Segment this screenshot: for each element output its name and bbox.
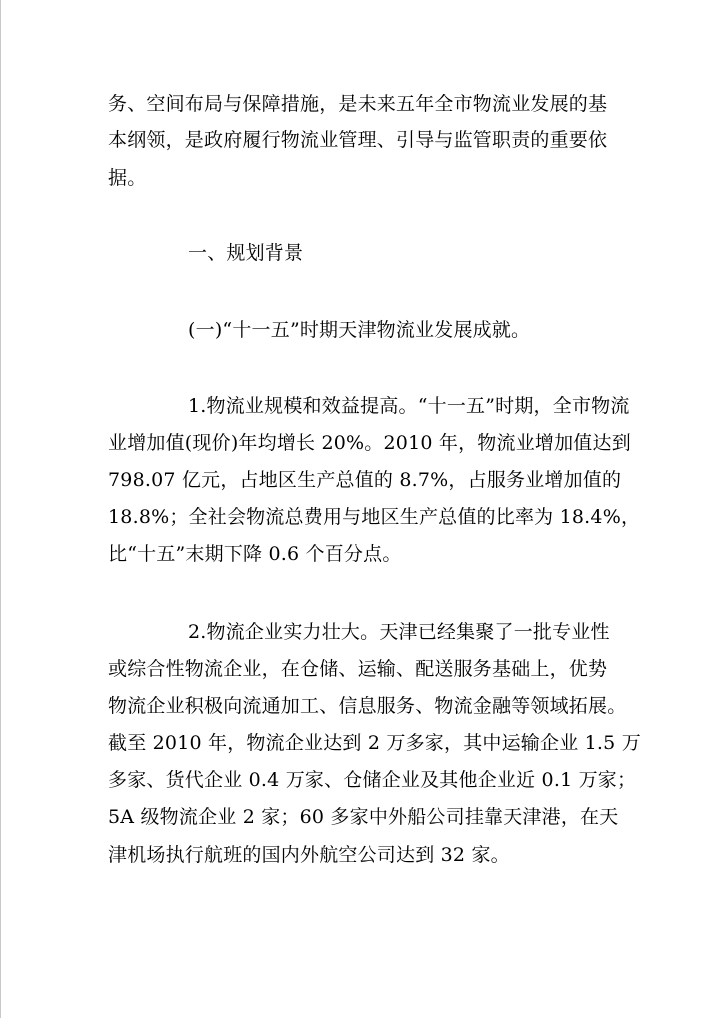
paragraph-1-line-5: 比“十五”末期下降 0.6 个百分点。 [108, 543, 402, 565]
intro-line-2: 本纲领，是政府履行物流业管理、引导与监管职责的重要依 [108, 129, 608, 151]
paragraph-2-line-5: 多家、货代企业 0.4 万家、仓储企业及其他企业近 0.1 万家； [108, 769, 637, 791]
paragraph-1-line-2: 业增加值(现价)年均增长 20%。2010 年，物流业增加值达到 [108, 432, 631, 454]
paragraph-2-line-2: 或综合性物流企业，在仓储、运输、配送服务基础上，优势 [108, 658, 608, 680]
paragraph-2-line-4: 截至 2010 年，物流企业达到 2 万多家，其中运输企业 1.5 万 [108, 732, 641, 754]
intro-line-3: 据。 [108, 167, 147, 189]
page-left-edge [0, 0, 1, 1018]
paragraph-1-line-1: 1.物流业规模和效益提高。“十一五”时期，全市物流 [188, 395, 630, 417]
intro-line-1: 务、空间布局与保障措施，是未来五年全市物流业发展的基 [108, 93, 608, 115]
paragraph-2-line-7: 津机场执行航班的国内外航空公司达到 32 家。 [108, 844, 510, 866]
paragraph-1-line-4: 18.8%；全社会物流总费用与地区生产总值的比率为 18.4%， [108, 506, 641, 528]
section-heading: 一、规划背景 [188, 242, 304, 264]
paragraph-2-line-3: 物流企业积极向流通加工、信息服务、物流金融等领域拓展。 [108, 695, 627, 717]
paragraph-1-line-3: 798.07 亿元，占地区生产总值的 8.7%，占服务业增加值的 [108, 469, 622, 491]
subsection-heading: (一)“十一五”时期天津物流业发展成就。 [188, 319, 531, 341]
paragraph-2-line-6: 5A 级物流企业 2 家；60 多家中外船公司挂靠天津港，在天 [108, 806, 619, 828]
paragraph-2-line-1: 2.物流企业实力壮大。天津已经集聚了一批专业性 [188, 621, 610, 643]
